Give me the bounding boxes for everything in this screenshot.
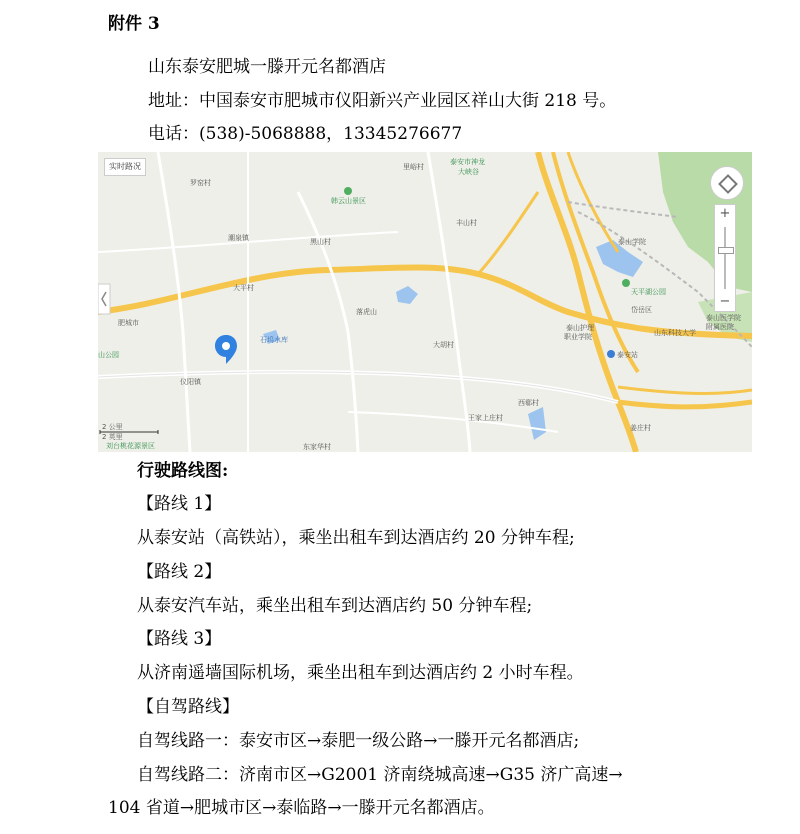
traffic-toggle-button[interactable] (104, 158, 146, 176)
map-zoom-control (714, 204, 736, 312)
place-zhiye: 职业学院 (564, 333, 592, 341)
place-keji: 山东科技大学 (654, 329, 696, 337)
route1-heading: 【路线 1】 (137, 494, 222, 514)
place-taoyuan: 刘台桃花源景区 (106, 442, 155, 450)
place-dahu: 大胡村 (433, 341, 454, 349)
annex-label: 附件 3 (108, 14, 160, 34)
route2-heading: 【路线 2】 (137, 562, 222, 582)
map-scale-km: 2 公里 (102, 423, 123, 431)
zoom-slider-handle[interactable] (718, 247, 734, 254)
hotel-address: 地址：中国泰安市肥城市仪阳新兴产业园区祥山大街 218 号。 (148, 91, 617, 111)
place-daxiagu: 大峡谷 (458, 168, 479, 176)
zoom-in-button[interactable]: + (719, 206, 731, 221)
self-drive-heading: 【自驾路线】 (137, 697, 239, 717)
place-taianzhan: 泰安站 (617, 351, 638, 359)
place-luohushan: 落虎山 (356, 308, 377, 316)
place-jiangzhuang: 姜庄村 (630, 424, 651, 432)
place-shuiku: 石坞水库 (260, 336, 288, 344)
place-shangongyuan: 山公园 (98, 351, 119, 359)
self-drive-route2-line2: 104 省道→肥城市区→泰临路→一滕开元名都酒店。 (108, 798, 495, 818)
place-luoyao: 罗窑村 (190, 179, 211, 187)
place-heishan: 黑山村 (310, 238, 331, 246)
place-wangjia: 王家上庄村 (468, 414, 503, 422)
place-fushuyiyuan: 附属医院 (706, 323, 734, 331)
place-dongjia: 东家华村 (303, 443, 331, 451)
map-scale-mi: 2 英里 (102, 433, 123, 441)
place-shenlong: 泰安市神龙 (450, 158, 485, 166)
self-drive-route2-line1: 自驾线路二：济南市区→G2001 济南绕城高速→G35 济广高速→ (137, 765, 623, 785)
location-map[interactable] (98, 152, 752, 452)
place-feicheng: 肥城市 (118, 319, 139, 327)
place-xixi: 西郗村 (518, 399, 539, 407)
route1-text: 从泰安站（高铁站），乘坐出租车到达酒店约 20 分钟车程; (137, 528, 575, 548)
place-daping: 大平村 (233, 284, 254, 292)
route3-text: 从济南遥墙国际机场，乘坐出租车到达酒店约 2 小时车程。 (137, 663, 584, 683)
map-compass-control[interactable] (710, 166, 744, 200)
place-huliyuan: 泰山护理 (566, 324, 594, 332)
traffic-label: 实时路况 (109, 162, 141, 171)
place-yixueyuan: 泰山医学院 (706, 314, 741, 322)
place-fengshan: 丰山村 (456, 219, 477, 227)
place-daiyue: 岱岳区 (631, 306, 652, 314)
compass-icon (718, 174, 738, 194)
route3-heading: 【路线 3】 (137, 629, 222, 649)
routes-title: 行驶路线图: (137, 461, 229, 481)
place-liyu: 里峪村 (403, 163, 424, 171)
zoom-slider[interactable] (724, 227, 726, 289)
self-drive-route1: 自驾线路一：泰安市区→泰肥一级公路→一滕开元名都酒店; (137, 731, 580, 751)
place-hanyunshan: 韩云山景区 (331, 197, 366, 205)
hotel-name: 山东泰安肥城一滕开元名都酒店 (148, 57, 386, 77)
hotel-phone: 电话：(538)-5068888，13345276677 (148, 124, 463, 144)
place-yiyang: 仪阳镇 (180, 378, 201, 386)
place-tianpinghu: 天平湖公园 (631, 288, 666, 296)
place-chaoquan: 潮泉镇 (228, 234, 249, 242)
place-taishanxueyuan: 泰山学院 (618, 238, 646, 246)
route2-text: 从泰安汽车站，乘坐出租车到达酒店约 50 分钟车程; (137, 596, 533, 616)
map-pan-left-button[interactable] (98, 284, 110, 314)
zoom-out-button[interactable]: − (719, 294, 731, 309)
